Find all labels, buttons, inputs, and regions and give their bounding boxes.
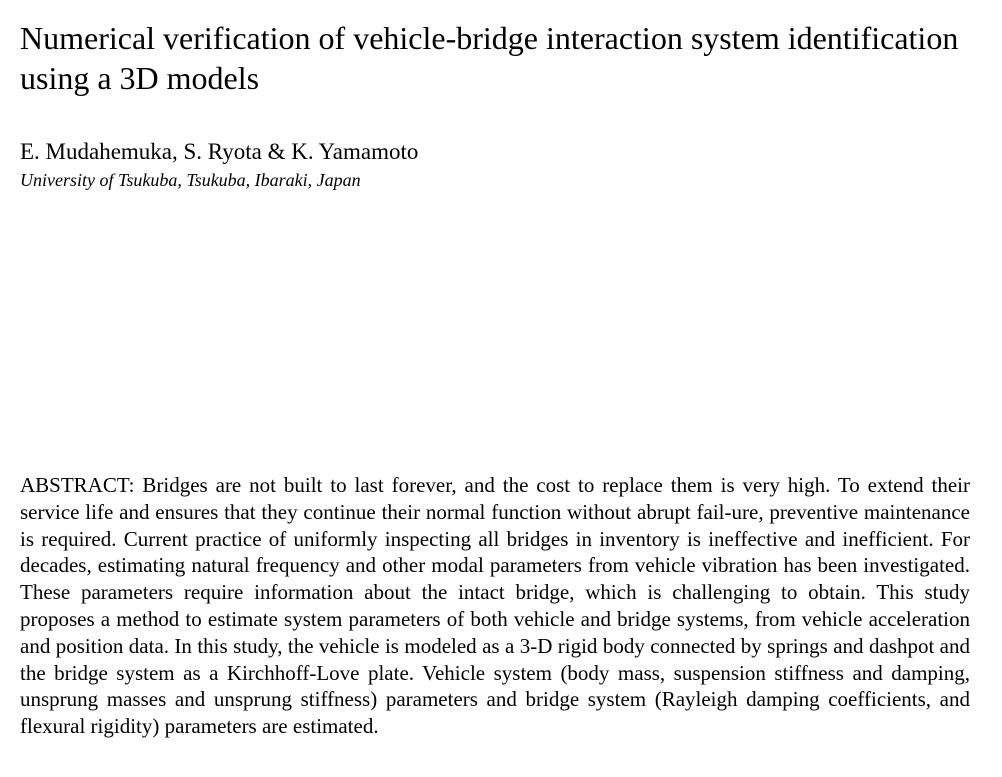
abstract-label: ABSTRACT: [20,473,135,497]
paper-authors: E. Mudahemuka, S. Ryota & K. Yamamoto [20,139,419,164]
paper-title: Numerical verification of vehicle-bridge interaction system identification using a 3D models [20,20,959,96]
abstract-text: Bridges are not built to last forever, and the cost to replace them is very high. To extend their service life and ensures that they continue their normal function without abrupt fail-ure, preventive maintenance is required. Current practice of uniformly inspecting all bridges in inventory is ineffective and inefficient. For decades, estimating natural frequency and other modal parameters from vehicle vibration has been investigated. These parameters require information about the intact bridge, which is challenging to obtain. This study proposes a method to estimate system parameters of both vehicle and bridge systems, from vehicle acceleration and position data. In this study, the vehicle is modeled as a 3-D rigid body connected by springs and dashpot and the bridge system as a Kirchhoff-Love plate. Vehicle system (body mass, suspension stiffness and damping, unsprung masses and unsprung stiffness) parameters and bridge system (Rayleigh damping coefficients, and flexural rigidity) parameters are estimated. [20,473,970,739]
abstract-paragraph [20,472,970,740]
paper-page [20,0,972,777]
paper-affiliation: University of Tsukuba, Tsukuba, Ibaraki, Japan [20,170,361,190]
